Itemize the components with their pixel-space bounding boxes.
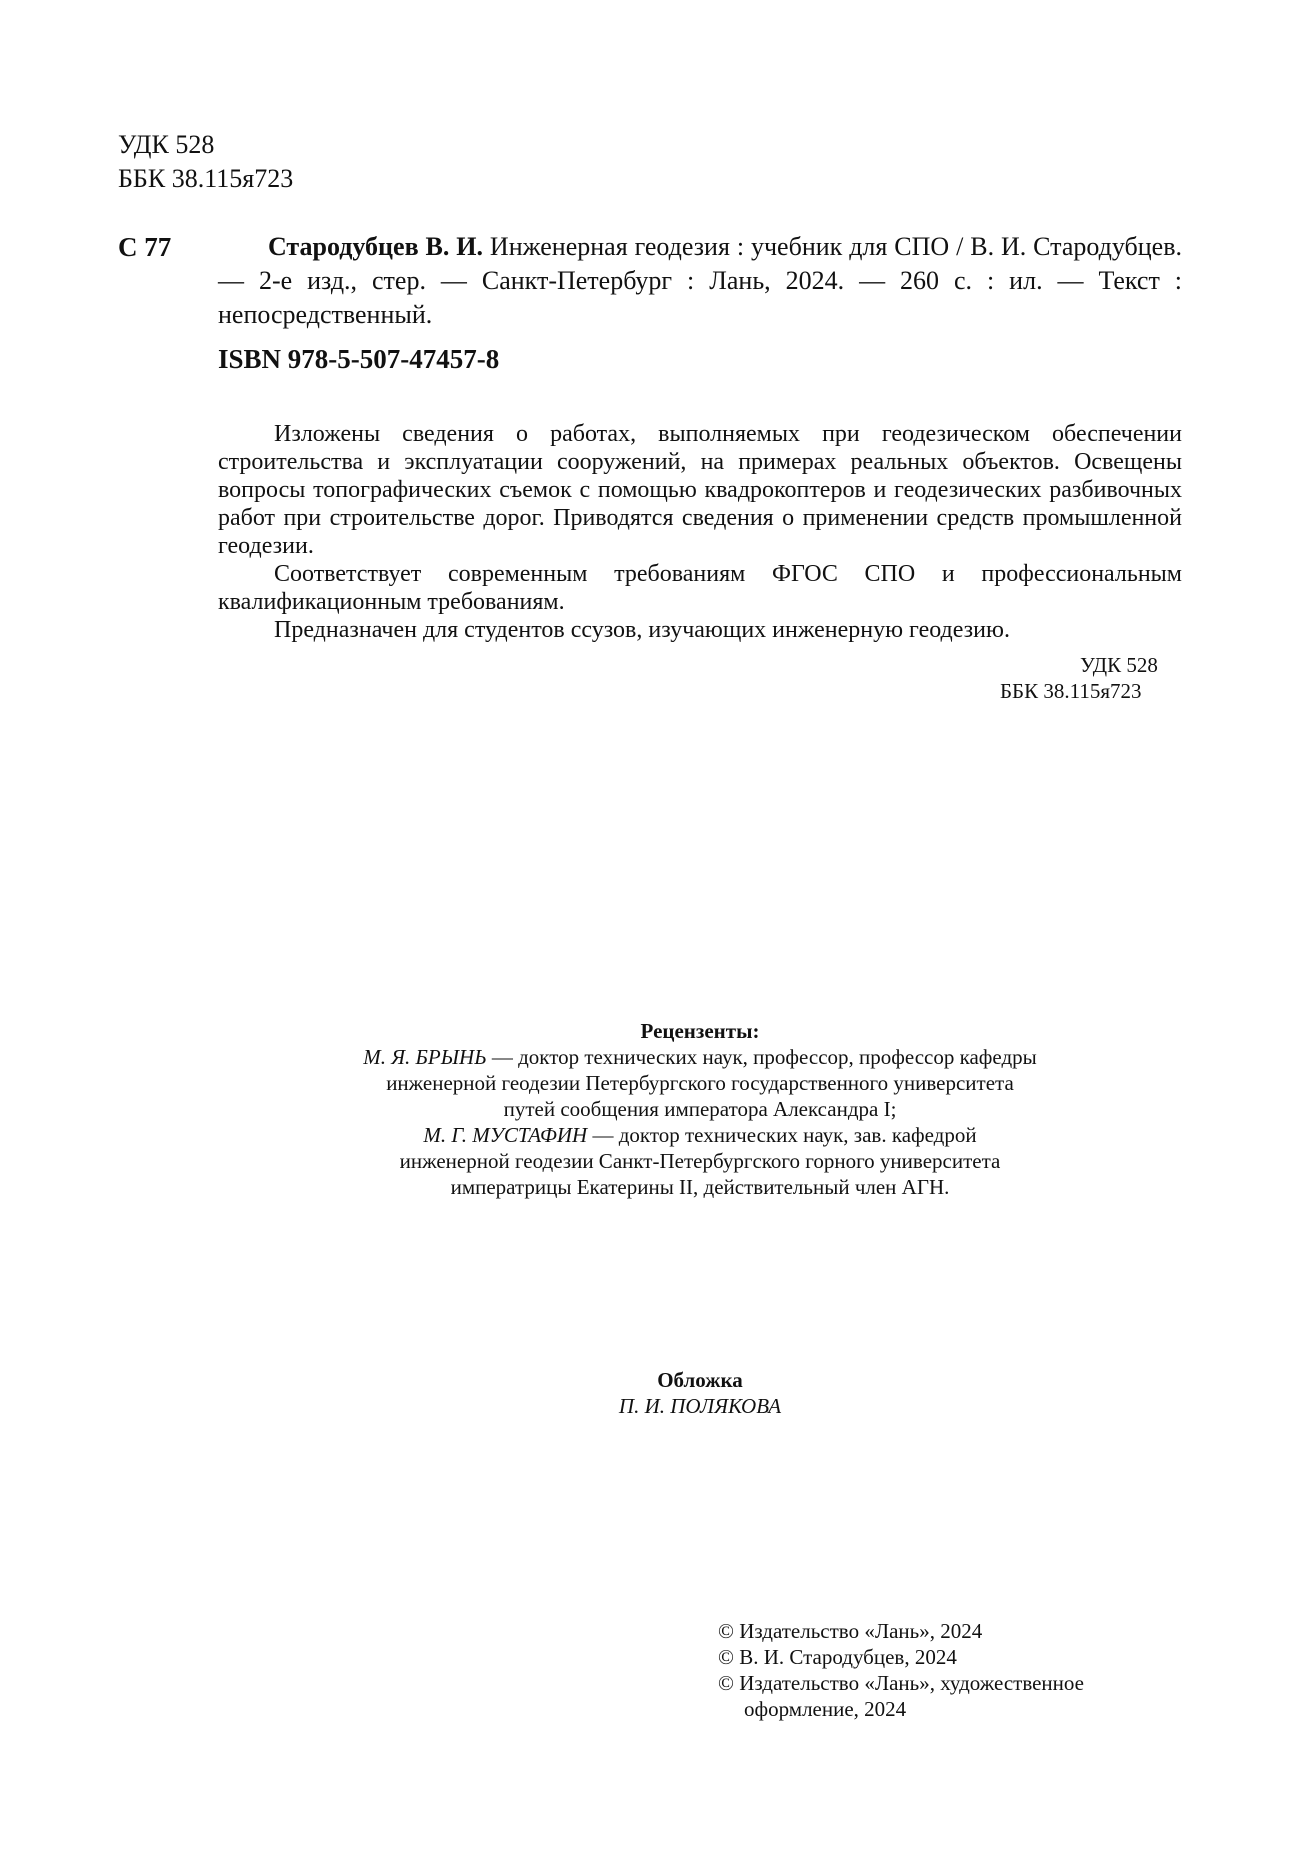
copyright-line: © Издательство «Лань», художественное <box>718 1671 1084 1695</box>
reviewer-2 <box>300 1122 1100 1148</box>
reviewer-info: — доктор технических наук, зав. кафедрой <box>587 1123 977 1147</box>
reviewers-block <box>300 1018 1100 1200</box>
reviewers-title: Рецензенты: <box>640 1019 760 1043</box>
copyright-line: оформление, 2024 <box>744 1697 907 1721</box>
bbk-code: ББК 38.115я723 <box>118 164 294 193</box>
reviewer-info: путей сообщения императора Александра I; <box>503 1097 897 1121</box>
reviewer-info: инженерной геодезии Петербургского государственного университета <box>386 1071 1014 1095</box>
annotation-paragraph: Соответствует современным требованиям ФГОС СПО и профессиональным квалификационным требованиям. <box>218 561 1182 615</box>
annotation-paragraph: Изложены сведения о работах, выполняемых при геодезическом обеспечении строительства и эксплуатации сооружений, на примерах реальных объектов. Освещены вопросы топографических съемок с помощью квадрокоптеров и геодезических разбивочных работ при строительстве дорог. Приводятся сведения о применении средств промышленной геодезии. <box>218 421 1182 559</box>
copyright-line: © Издательство «Лань», 2024 <box>718 1619 983 1643</box>
isbn: ISBN 978-5-507-47457-8 <box>218 344 500 374</box>
author-name: Стародубцев В. И. <box>268 232 484 261</box>
bibliographic-record <box>218 230 1182 332</box>
copyright-block <box>718 1618 1138 1722</box>
cover-credit <box>500 1367 900 1419</box>
author-mark: С 77 <box>118 232 172 262</box>
reviewer-1 <box>300 1044 1100 1070</box>
bibliographic-description: Инженерная геодезия : учебник для СПО / В. И. Стародубцев. — 2-е изд., стер. — Санкт-Петербург : Лань, 2024. — 260 с. : ил. — Текст : непосредственный. <box>218 232 1182 329</box>
cover-designer: П. И. ПОЛЯКОВА <box>618 1394 782 1418</box>
reviewer-name: М. Г. МУСТАФИН <box>423 1123 588 1147</box>
classification-top <box>118 128 293 196</box>
bbk-code: ББК 38.115я723 <box>1000 679 1142 703</box>
reviewer-name: М. Я. БРЫНЬ <box>363 1045 487 1069</box>
reviewer-info: инженерной геодезии Санкт-Петербургского горного университета <box>399 1149 1001 1173</box>
annotation <box>218 420 1182 644</box>
reviewer-info: — доктор технических наук, профессор, профессор кафедры <box>486 1045 1037 1069</box>
udk-code: УДК 528 <box>1080 653 1158 677</box>
cover-title: Обложка <box>657 1368 743 1392</box>
annotation-paragraph: Предназначен для студентов ссузов, изучающих инженерную геодезию. <box>274 617 1010 643</box>
reviewer-info: императрицы Екатерины II, действительный член АГН. <box>450 1175 950 1199</box>
udk-code: УДК 528 <box>118 130 215 159</box>
classification-bottom <box>1000 652 1164 704</box>
copyright-line: © В. И. Стародубцев, 2024 <box>718 1645 957 1669</box>
